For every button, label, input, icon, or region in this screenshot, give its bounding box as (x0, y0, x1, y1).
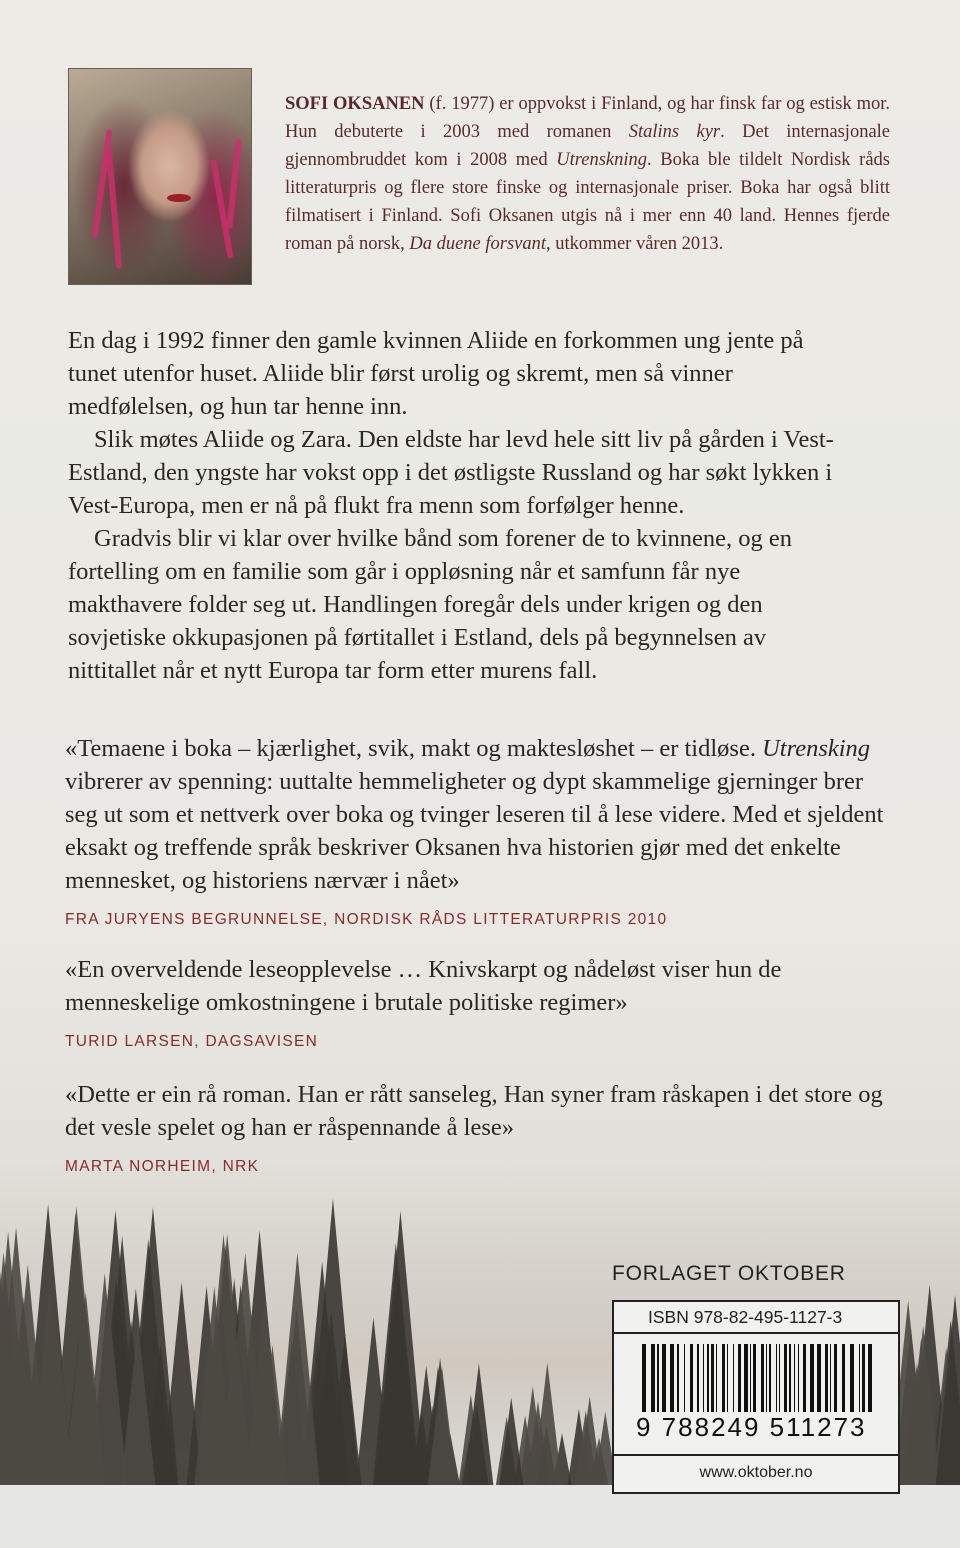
isbn-number: ISBN 978-82-495-1127-3 (614, 1302, 898, 1334)
barcode-bar (703, 1344, 704, 1412)
barcode-bar (684, 1344, 685, 1412)
barcode-bar (789, 1344, 791, 1412)
barcode-bar (642, 1344, 646, 1412)
barcode-bar (862, 1344, 865, 1412)
barcode-bar (779, 1344, 780, 1412)
barcode-bar (868, 1344, 872, 1412)
barcode-bar (784, 1344, 787, 1412)
isbn-barcode-box (612, 1300, 900, 1494)
barcode-digits: 9 788249 511273 (636, 1412, 867, 1442)
publisher-name: FORLAGET OKTOBER (612, 1262, 846, 1285)
bio-text: . Boka ble tildelt Nordisk råds litteraturpris og flere store finske og internasjonale priser. Boka har også blitt filmatisert i Finland. Sofi Oksanen utgis nå i mer enn 40 land. Hennes fjerde roman på norsk, (285, 150, 891, 254)
bio-text: , utkommer våren 2013. (546, 234, 724, 254)
bio-title-da-duene-forsvant: Da duene forsvant (409, 234, 547, 254)
quote-book-title: Utrensking (762, 735, 871, 762)
description-paragraph: Gradvis blir vi klar over hvilke bånd som forener de to kvinnene, og en fortelling om en familie som går i oppløsning når et samfunn får nye makthavere folder seg ut. Handlingen foregår dels under krigen og den sovjetiske okkupasjonen på førtitallet i Estland, dels på begynnelsen av nittitallet når et nytt Europa tar form etter murens fall. (68, 525, 793, 684)
barcode-bar (716, 1344, 717, 1412)
quote-attribution: FRA JURYENS BEGRUNNELSE, NORDISK RÅDS LITTERATURPRIS 2010 (65, 911, 668, 928)
bio-text: (f. 1977) er oppvokst i Finland, og har finsk far og estisk mor. Hun debuterte i 2003 med romanen (285, 94, 891, 142)
barcode-bar (727, 1344, 728, 1412)
website-url: www.oktober.no (699, 1464, 813, 1481)
review-quote (65, 1078, 895, 1183)
author-name: SOFI OKSANEN (285, 94, 425, 114)
barcode-bar (776, 1344, 777, 1412)
barcode-bar (744, 1344, 748, 1412)
barcode-bar (722, 1344, 725, 1412)
quote-text: «En overveldende leseopplevelse … Knivskarpt og nådeløst viser hun de menneskelige omkostningene i brutale politiske regimer» (65, 956, 782, 1016)
barcode-bar (707, 1344, 709, 1412)
description-paragraph: Slik møtes Aliide og Zara. Den eldste har levd hele sitt liv på gården i Vest-Estland, den yngste har vokst opp i det østligste Russland og har søkt lykken i Vest-Europa, men er nå på flukt fra menn som forfølger henne. (68, 426, 834, 519)
bio-text: . Det internasjonale gjennombruddet kom i 2008 med (285, 122, 890, 170)
book-description (68, 324, 848, 687)
barcode-bar (662, 1344, 666, 1412)
barcode-bar (651, 1344, 655, 1412)
barcode-bar (733, 1344, 734, 1412)
review-quote (65, 732, 895, 936)
barcode (614, 1334, 898, 1456)
barcode-bar (850, 1344, 854, 1412)
review-quote (65, 953, 895, 1058)
barcode-bar (825, 1344, 828, 1412)
author-bio (285, 90, 890, 258)
barcode-bar (677, 1344, 679, 1412)
barcode-bar (657, 1344, 659, 1412)
bio-title-stalins-kyr: Stalins kyr (628, 122, 721, 142)
quote-text: vibrerer av spenning: uuttalte hemmeligheter og dypt skammelige gjerninger brer seg ut som et nettverk over boka og tvinger leseren til å lese videre. Med et sjeldent eksakt og treffende språk beskriver Oksanen hva historien gjør med det enkelte mennesket, og historiens nærvær i nået» (65, 768, 884, 894)
barcode-bar (803, 1344, 806, 1412)
quote-text: «Dette er ein rå roman. Han er rått sanseleg, Han syner fram råskapen i det store og det vesle spelet og han er råspennande å lese» (65, 1081, 883, 1141)
quote-attribution: TURID LARSEN, DAGSAVISEN (65, 1033, 319, 1050)
barcode-bar (834, 1344, 837, 1412)
quote-text: «Temaene i boka – kjærlighet, svik, makt og maktesløshet – er tidløse. (65, 735, 763, 762)
barcode-bar (766, 1344, 767, 1412)
barcode-bar (794, 1344, 795, 1412)
barcode-bar (690, 1344, 693, 1412)
barcode-bar (842, 1344, 845, 1412)
barcode-bar (859, 1344, 860, 1412)
barcode-bar (670, 1344, 674, 1412)
barcode-bar (830, 1344, 831, 1412)
description-paragraph: En dag i 1992 finner den gamle kvinnen Aliide en forkommen ung jente på tunet utenfor huset. Aliide blir først urolig og skremt, men så vinner medfølelsen, og hun tar henne inn. (68, 327, 804, 420)
barcode-bar (711, 1344, 714, 1412)
barcode-bar (753, 1344, 756, 1412)
barcode-bar (761, 1344, 764, 1412)
quote-attribution: MARTA NORHEIM, NRK (65, 1158, 260, 1175)
barcode-bar (817, 1344, 821, 1412)
bio-title-utrenskning: Utrenskning (556, 150, 648, 170)
barcode-bar (798, 1344, 799, 1412)
barcode-bar (769, 1344, 771, 1412)
barcode-bar (750, 1344, 751, 1412)
barcode-bar (697, 1344, 699, 1412)
barcode-bar (738, 1344, 741, 1412)
barcode-bar (810, 1344, 814, 1412)
author-photo (68, 68, 252, 285)
